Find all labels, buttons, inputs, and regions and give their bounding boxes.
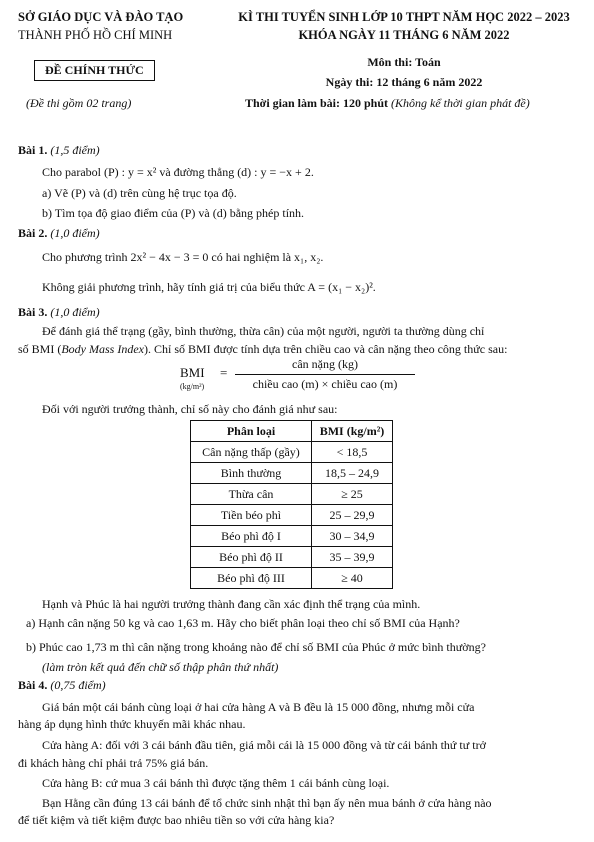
problem-4-para1-line1: Giá bán một cái bánh cùng loại ở hai cửa hàng A và B đều là 15 000 đồng, nhưng mỗi cửa bbox=[42, 700, 475, 714]
table-row bbox=[191, 526, 393, 547]
problem-4-points: (0,75 điểm) bbox=[50, 678, 106, 692]
bmi-cell: ≥ 40 bbox=[312, 568, 393, 589]
problem-3-part-b: b) Phúc cao 1,73 m thì cân nặng trong khoảng nào để chỉ số BMI của Phúc ở mức bình thường? bbox=[26, 640, 486, 654]
bmi-cell: ≥ 25 bbox=[312, 484, 393, 505]
pages-note: (Đề thi gồm 02 trang) bbox=[26, 96, 132, 110]
exam-subject: Môn thi: Toán bbox=[367, 55, 441, 69]
problem-4-question-line2: để tiết kiệm và tiết kiệm được bao nhiêu tiền so với cửa hàng kia? bbox=[18, 813, 335, 827]
problem-3-para-line1: Để đánh giá thể trạng (gầy, bình thường, thừa cân) của một người, người ta thường dùng chỉ bbox=[42, 324, 485, 338]
category-cell: Tiền béo phì bbox=[191, 505, 312, 526]
para-text: số BMI ( bbox=[18, 342, 62, 356]
city-name: THÀNH PHỐ HỒ CHÍ MINH bbox=[18, 28, 173, 42]
formula-unit: (kg/m²) bbox=[180, 382, 205, 391]
problem-2-intro: Cho phương trình 2x² − 4x − 3 = 0 có hai nghiệm là x₁, x₂. bbox=[42, 250, 324, 264]
problem-3-part-a: a) Hạnh cân nặng 50 kg và cao 1,63 m. Hãy cho biết phân loại theo chỉ số BMI của Hạnh? bbox=[26, 616, 460, 630]
col-header-bmi: BMI (kg/m²) bbox=[312, 421, 393, 442]
problem-4-store-b: Cửa hàng B: cứ mua 3 cái bánh thì được tặng thêm 1 cái bánh cùng loại. bbox=[42, 776, 390, 790]
bmi-cell: 25 – 29,9 bbox=[312, 505, 393, 526]
fraction-bar bbox=[235, 374, 415, 375]
problem-4-title: Bài 4. bbox=[18, 678, 48, 692]
problem-3-title: Bài 3. bbox=[18, 305, 48, 319]
duration-note: (Không kể thời gian phát đề) bbox=[391, 96, 530, 110]
problem-1-title: Bài 1. bbox=[18, 143, 48, 157]
table-header-row bbox=[191, 421, 393, 442]
bmi-cell: < 18,5 bbox=[312, 442, 393, 463]
formula-equals: = bbox=[220, 365, 228, 380]
bmi-cell: 18,5 – 24,9 bbox=[312, 463, 393, 484]
problem-1-intro: Cho parabol (P) : y = x² và đường thẳng (d) : y = −x + 2. bbox=[42, 165, 314, 179]
problem-2-heading bbox=[18, 226, 100, 241]
exam-session: KHÓA NGÀY 11 THÁNG 6 NĂM 2022 bbox=[298, 28, 510, 42]
bmi-expansion: Body Mass Index bbox=[61, 342, 144, 356]
col-header-category: Phân loại bbox=[191, 421, 312, 442]
para-text: ). Chỉ số BMI được tính dựa trên chiều cao và cân nặng theo công thức sau: bbox=[143, 342, 508, 356]
problem-3-points: (1,0 điểm) bbox=[50, 305, 100, 319]
category-cell: Béo phì độ III bbox=[191, 568, 312, 589]
duration-text: Thời gian làm bài: 120 phút bbox=[245, 96, 389, 110]
bmi-cell: 35 – 39,9 bbox=[312, 547, 393, 568]
problem-4-heading bbox=[18, 678, 106, 693]
bmi-formula bbox=[180, 357, 420, 397]
formula-lhs: BMI bbox=[180, 365, 205, 380]
problem-3-heading bbox=[18, 305, 100, 320]
problem-3-after-table: Hạnh và Phúc là hai người trưởng thành đang cần xác định thể trạng của mình. bbox=[42, 597, 421, 611]
problem-2-question: Không giải phương trình, hãy tính giá trị của biểu thức A = (x₁ − x₂)². bbox=[42, 280, 376, 294]
category-cell: Béo phì độ I bbox=[191, 526, 312, 547]
table-row bbox=[191, 442, 393, 463]
category-cell: Thừa cân bbox=[191, 484, 312, 505]
bmi-cell: 30 – 34,9 bbox=[312, 526, 393, 547]
problem-4-question-line1: Bạn Hằng cần đúng 13 cái bánh để tổ chức sinh nhật thì bạn ấy nên mua bánh ở cửa hàng nào bbox=[42, 796, 492, 810]
table-row bbox=[191, 463, 393, 484]
department-name: SỞ GIÁO DỤC VÀ ĐÀO TẠO bbox=[18, 10, 184, 24]
problem-1-points: (1,5 điểm) bbox=[50, 143, 100, 157]
problem-2-points: (1,0 điểm) bbox=[50, 226, 100, 240]
category-cell: Bình thường bbox=[191, 463, 312, 484]
exam-date: Ngày thi: 12 tháng 6 năm 2022 bbox=[325, 75, 483, 89]
formula-numerator: cân nặng (kg) bbox=[292, 357, 358, 371]
exam-duration bbox=[245, 96, 530, 111]
rounding-note: (làm tròn kết quả đến chữ số thập phân thứ nhất) bbox=[42, 660, 279, 674]
category-cell: Cân nặng thấp (gầy) bbox=[191, 442, 312, 463]
table-intro: Đối với người trưởng thành, chỉ số này cho đánh giá như sau: bbox=[42, 402, 338, 416]
problem-3-para-line2 bbox=[18, 342, 507, 357]
category-cell: Béo phì độ II bbox=[191, 547, 312, 568]
problem-1-part-b: b) Tìm tọa độ giao điểm của (P) và (d) bằng phép tính. bbox=[42, 206, 305, 220]
table-row bbox=[191, 505, 393, 526]
exam-title: KÌ THI TUYỂN SINH LỚP 10 THPT NĂM HỌC 2022 – 2023 bbox=[238, 10, 570, 24]
problem-2-title: Bài 2. bbox=[18, 226, 48, 240]
table-row bbox=[191, 484, 393, 505]
problem-1-part-a: a) Vẽ (P) và (d) trên cùng hệ trục tọa độ. bbox=[42, 186, 237, 200]
problem-4-store-a-line2: đi khách hàng chỉ phải trả 75% giá bán. bbox=[18, 756, 209, 770]
formula-denominator: chiều cao (m) × chiều cao (m) bbox=[252, 377, 398, 391]
bmi-table bbox=[190, 420, 393, 589]
table-row bbox=[191, 568, 393, 589]
table-row bbox=[191, 547, 393, 568]
problem-4-store-a-line1: Cửa hàng A: đối với 3 cái bánh đầu tiên, giá mỗi cái là 15 000 đồng và từ cái bánh thứ tư trở bbox=[42, 738, 486, 752]
official-badge: ĐỀ CHÍNH THỨC bbox=[34, 60, 155, 81]
problem-1-heading bbox=[18, 143, 100, 158]
problem-4-para1-line2: hàng áp dụng hình thức khuyến mãi khác nhau. bbox=[18, 717, 246, 731]
